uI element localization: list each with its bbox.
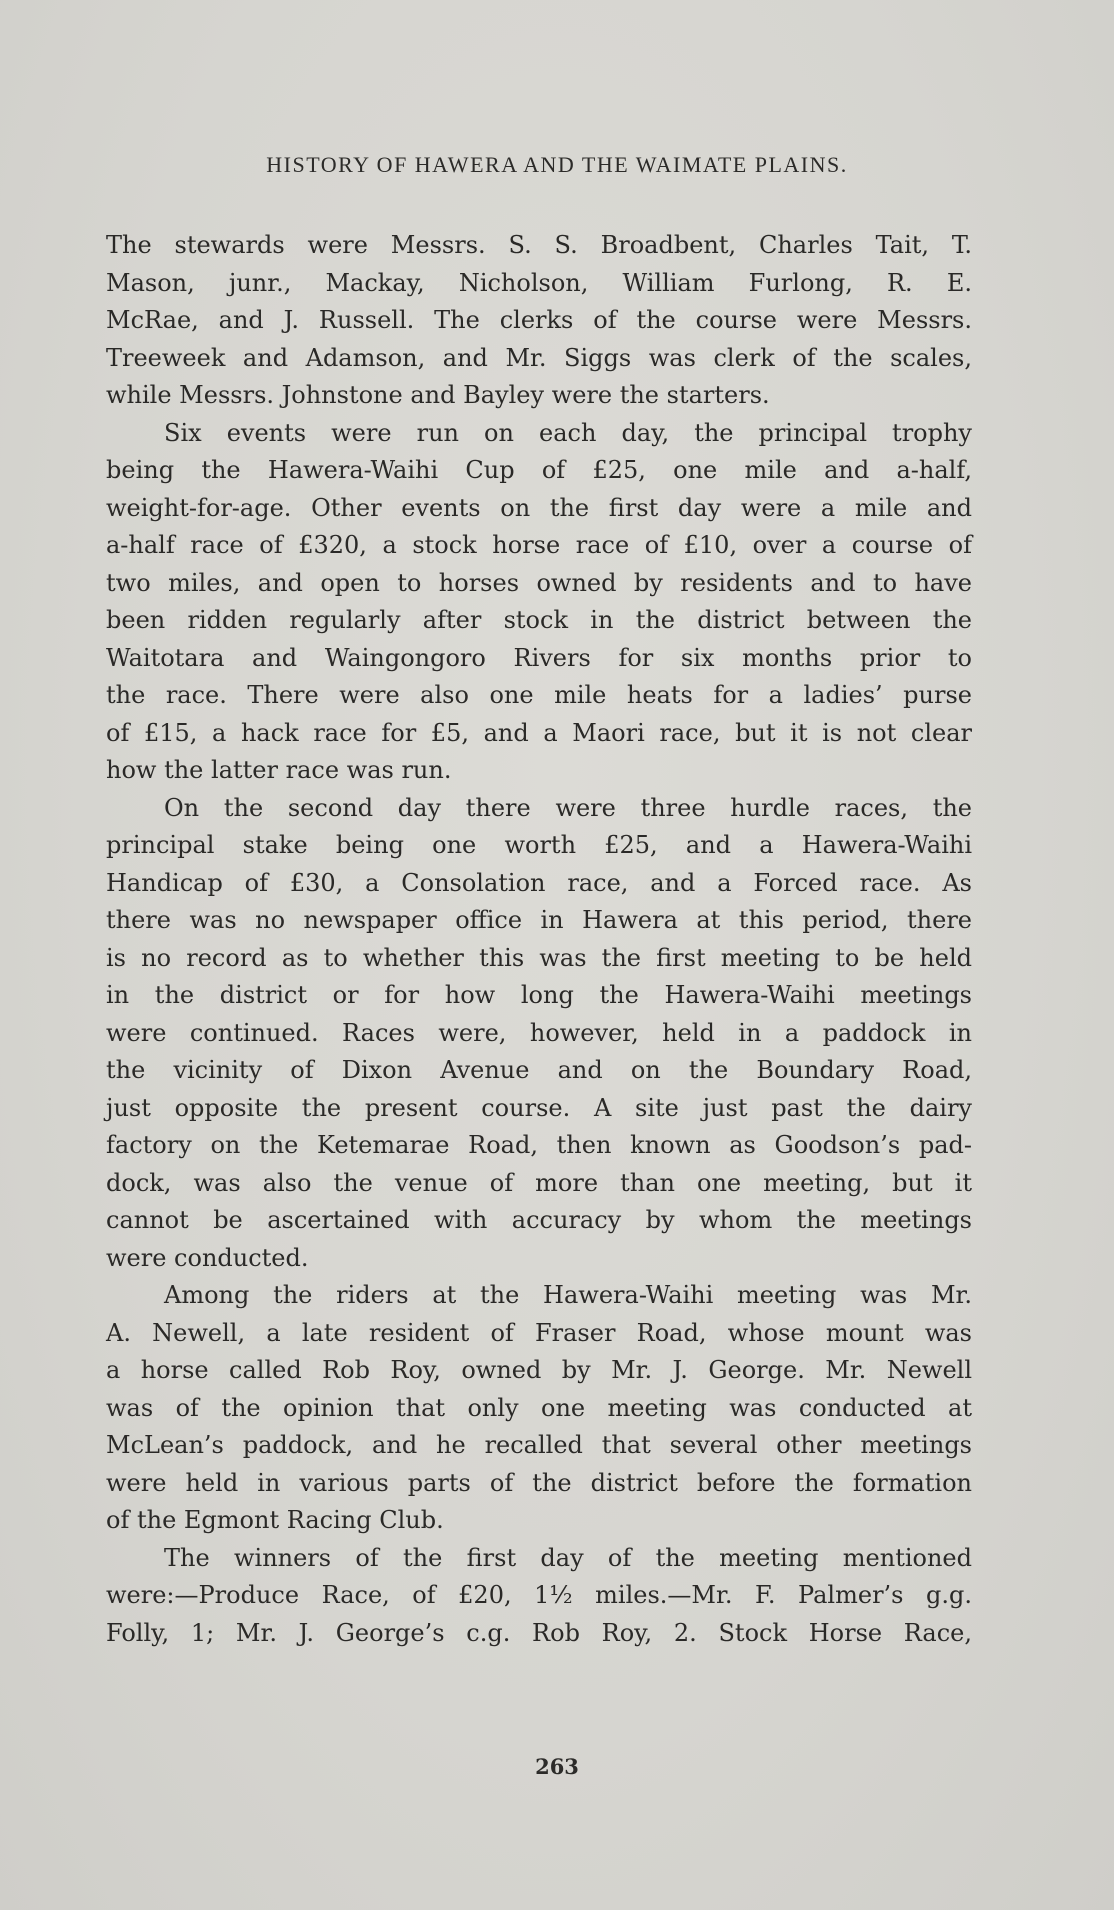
- text-line: factory on the Ketemarae Road, then known as Goodson’s pad-: [106, 1131, 972, 1159]
- text-line: McRae, and J. Russell. The clerks of the course were Messrs.: [106, 306, 972, 334]
- page-number: 263: [535, 1754, 579, 1779]
- text-line: On the second day there were three hurdle races, the: [164, 793, 972, 822]
- body-text: [106, 227, 972, 1652]
- text-line: while Messrs. Johnstone and Bayley were the starters.: [106, 381, 770, 409]
- text-line: how the latter race was run.: [106, 756, 452, 784]
- paragraph-3: [106, 790, 972, 1278]
- text-line: The winners of the first day of the meeting mentioned: [164, 1543, 972, 1572]
- text-line: cannot be ascertained with accuracy by whom the meetings: [106, 1206, 972, 1234]
- paragraph-5: [106, 1540, 972, 1653]
- text-line: Mason, junr., Mackay, Nicholson, William Furlong, R. E.: [106, 268, 972, 297]
- text-line: of £15, a hack race for £5, and a Maori race, but it is not clear: [106, 718, 972, 747]
- text-line: two miles, and open to horses owned by residents and to have: [106, 568, 972, 597]
- text-line: were:—Produce Race, of £20, 1½ miles.—Mr. F. Palmer’s g.g.: [106, 1581, 972, 1609]
- text-line: The stewards were Messrs. S. S. Broadbent, Charles Tait, T.: [106, 231, 972, 259]
- text-line: of the Egmont Racing Club.: [106, 1506, 444, 1534]
- paragraph-2: [106, 415, 972, 790]
- text-line: was of the opinion that only one meeting was conducted at: [106, 1393, 972, 1422]
- text-line: a-half race of £320, a stock horse race of £10, over a course of: [106, 531, 972, 559]
- text-line: weight-for-age. Other events on the first day were a mile and: [106, 493, 972, 522]
- text-line: Handicap of £30, a Consolation race, and a Forced race. As: [106, 868, 972, 897]
- text-line: the vicinity of Dixon Avenue and on the Boundary Road,: [106, 1056, 972, 1084]
- text-line: been ridden regularly after stock in the district between the: [106, 606, 972, 634]
- text-line: were conducted.: [106, 1243, 309, 1272]
- text-line: the race. There were also one mile heats for a ladies’ purse: [106, 681, 972, 709]
- text-line: just opposite the present course. A site just past the dairy: [106, 1093, 972, 1122]
- text-line: A. Newell, a late resident of Fraser Road, whose mount was: [106, 1318, 972, 1347]
- text-line: a horse called Rob Roy, owned by Mr. J. George. Mr. Newell: [106, 1356, 972, 1384]
- paragraph-1: [106, 227, 972, 415]
- text-line: in the district or for how long the Hawera-Waihi meetings: [106, 981, 972, 1009]
- text-line: Six events were run on each day, the principal trophy: [164, 418, 972, 447]
- paragraph-4: [106, 1277, 972, 1540]
- text-line: Among the riders at the Hawera-Waihi meeting was Mr.: [164, 1281, 972, 1309]
- text-line: there was no newspaper office in Hawera at this period, there: [106, 906, 972, 934]
- text-line: Folly, 1; Mr. J. George’s c.g. Rob Roy, 2. Stock Horse Race,: [106, 1618, 972, 1647]
- text-line: McLean’s paddock, and he recalled that several other meetings: [106, 1431, 972, 1459]
- text-line: dock, was also the venue of more than one meeting, but it: [106, 1168, 972, 1197]
- text-line: were continued. Races were, however, held in a paddock in: [106, 1018, 972, 1047]
- text-line: being the Hawera-Waihi Cup of £25, one mile and a-half,: [106, 456, 972, 484]
- text-line: is no record as to whether this was the first meeting to be held: [106, 943, 972, 972]
- text-line: principal stake being one worth £25, and a Hawera-Waihi: [106, 831, 972, 859]
- text-line: Treeweek and Adamson, and Mr. Siggs was clerk of the scales,: [106, 343, 972, 372]
- text-line: were held in various parts of the district before the formation: [106, 1468, 972, 1497]
- text-line: Waitotara and Waingongoro Rivers for six months prior to: [106, 643, 972, 672]
- running-head: HISTORY OF HAWERA AND THE WAIMATE PLAINS.: [266, 152, 848, 177]
